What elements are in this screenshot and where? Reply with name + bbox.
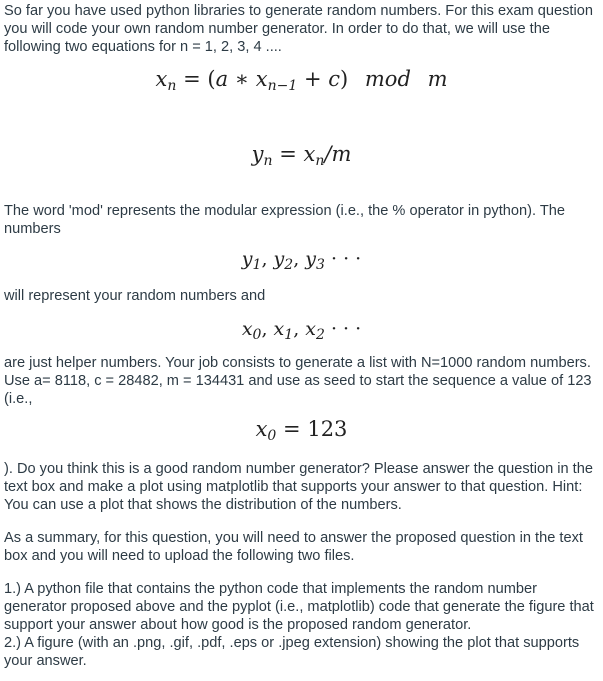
recurrence-equation: $x_n = (a$ ∗ $x_{n-1} + c$) mod m	[155, 67, 448, 94]
summary-paragraph: As a summary, for this question, you will need to answer the proposed question in the text box and you will need to upload the following two files.	[4, 530, 583, 564]
y-sequence: $y_1$, $y_2$, $y_3$ · · ·	[241, 248, 362, 273]
normalization-equation: $y_n = x_n/m$	[251, 142, 352, 169]
file-item-python: 1.) A python file that contains the python code that implements the random number generator proposed above and the pyplot (i.e., matplotlib) code that generate the figure that support your answer about how good is the proposed random generator.	[4, 581, 594, 633]
question-paragraph: ). Do you think this is a good random number generator? Please answer the question in the text box and make a plot using matplotlib that supports your answer to that question. Hint: You can use a plot that shows the distribution of the numbers.	[4, 461, 593, 513]
mod-explanation-paragraph: The word 'mod' represents the modular expression (i.e., the % operator in python). The numbers	[4, 203, 565, 237]
random-numbers-paragraph: will represent your random numbers and	[4, 288, 266, 304]
intro-paragraph: So far you have used python libraries to generate random numbers. For this exam question you will code your own random number generator. In order to do that, we will use the following two equations for n = 1, 2, 3, 4 ....	[4, 3, 593, 55]
x-sequence: $x_0$, $x_1$, $x_2$ · · ·	[241, 318, 362, 343]
file-item-figure: 2.) A figure (with an .png, .gif, .pdf, .eps or .jpeg extension) showing the plot that supports your answer.	[4, 635, 580, 669]
helper-numbers-paragraph: are just helper numbers. Your job consists to generate a list with N=1000 random numbers. Use a= 8118, c = 28482, m = 134431 and use as seed to start the sequence a value of 123 (i.e.,	[4, 355, 592, 407]
seed-equation: $x_0 = 123$	[255, 417, 348, 444]
files-list	[4, 580, 599, 670]
